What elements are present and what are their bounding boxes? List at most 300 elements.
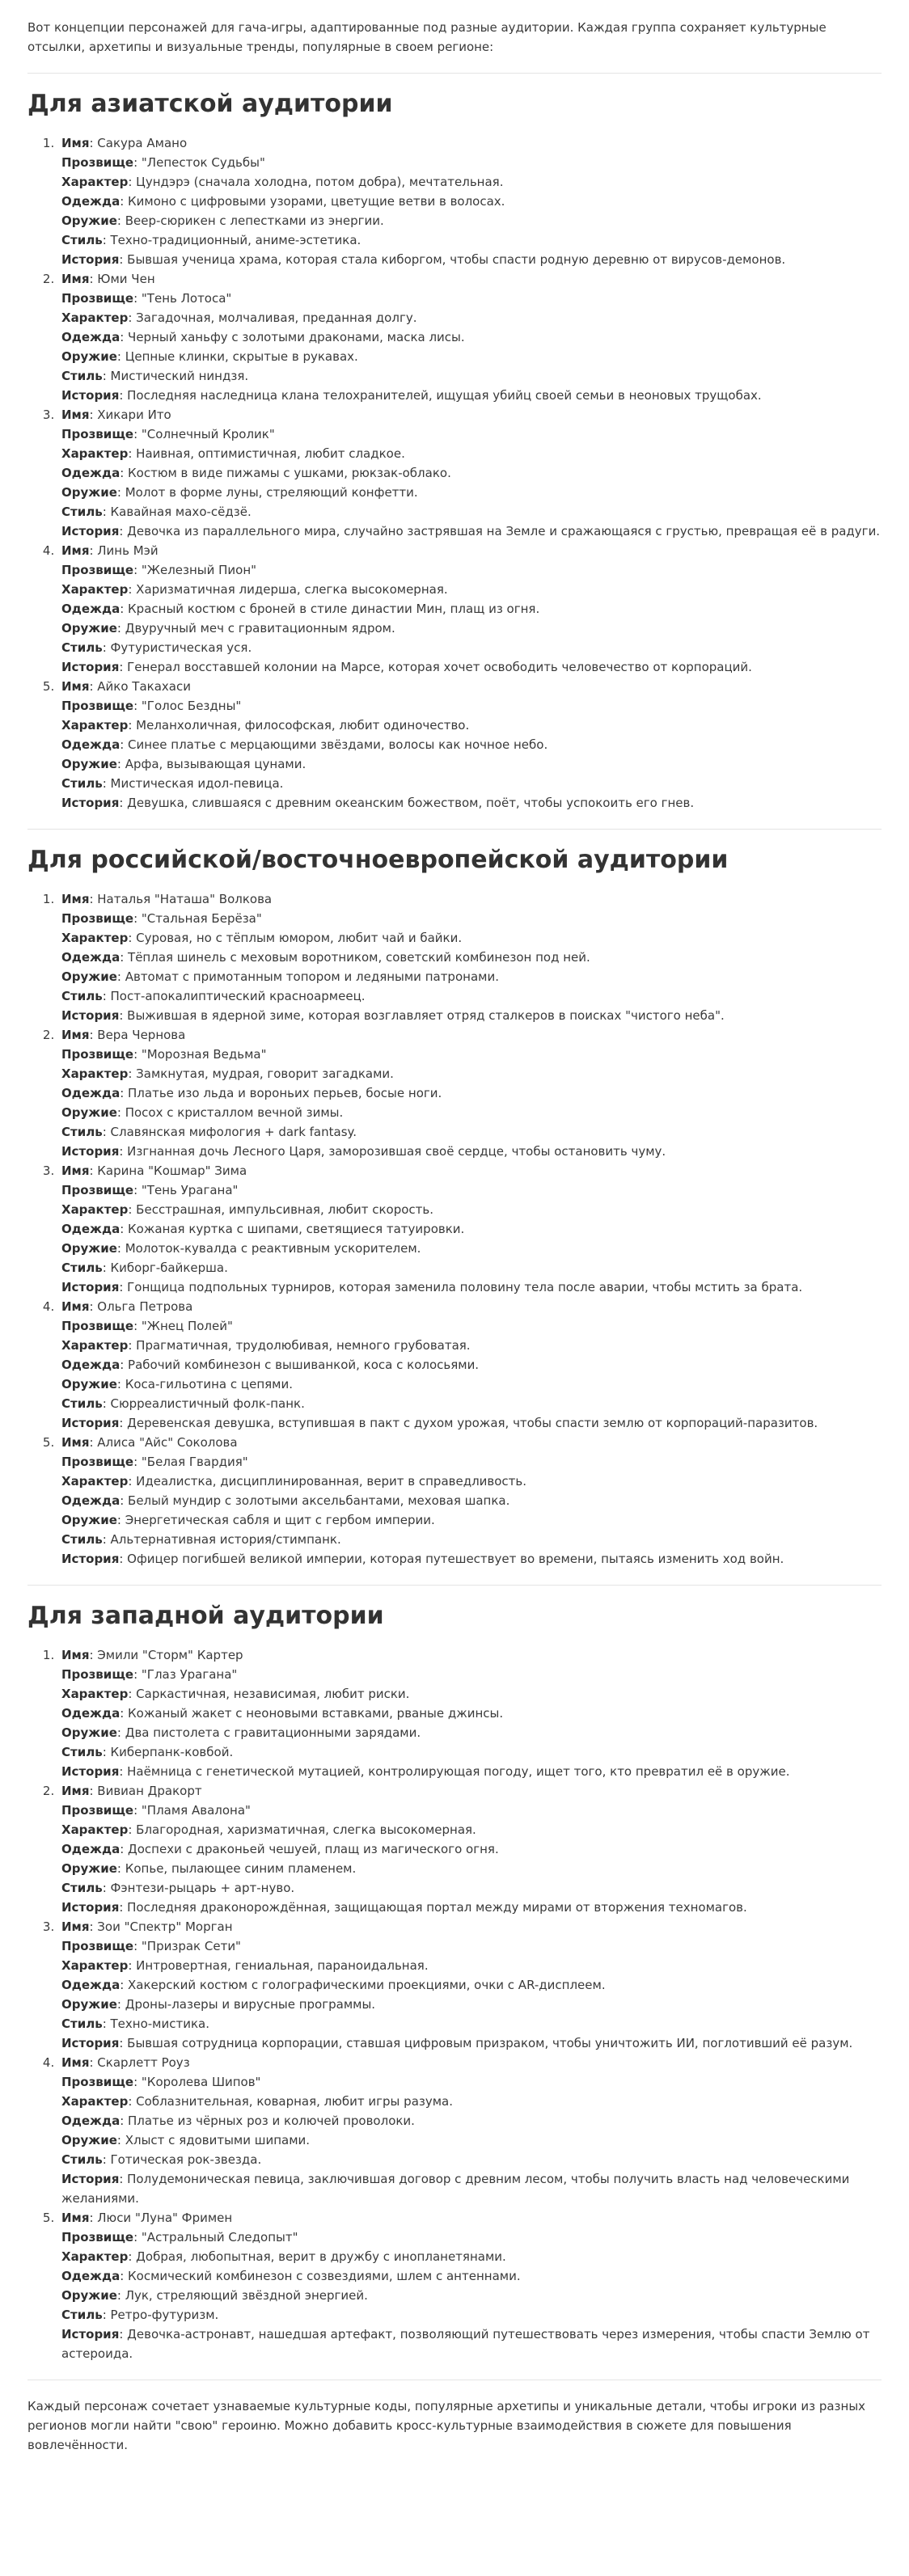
field-label: История bbox=[61, 524, 120, 538]
character-style-row bbox=[61, 986, 882, 1006]
character-story-row bbox=[61, 2033, 882, 2053]
field-value: Выжившая в ядерной зиме, которая возглавляет отряд сталкеров в поисках "чистого неба". bbox=[127, 1008, 725, 1023]
character-clothes-row bbox=[61, 1491, 882, 1510]
field-value: Фэнтези-рыцарь + арт-нуво. bbox=[110, 1881, 295, 1895]
outro-paragraph: Каждый персонаж сочетает узнаваемые культурные коды, популярные архетипы и уникальные детали, чтобы игроки из разных регионов могли найти "свою" героиню. Можно добавить кросс-культурные взаимодействия в сюжете для повышения вовлечённости. bbox=[27, 2399, 866, 2452]
field-separator: : bbox=[133, 2230, 142, 2244]
field-label: Характер bbox=[61, 310, 129, 325]
character-character-row bbox=[61, 1200, 882, 1219]
field-label: Прозвище bbox=[61, 1803, 134, 1818]
field-separator: : bbox=[128, 310, 137, 325]
divider bbox=[27, 829, 882, 830]
character-nickname-row bbox=[61, 1936, 882, 1956]
field-value: Киборг-байкерша. bbox=[110, 1261, 228, 1275]
field-value: Харизматичная лидерша, слегка высокомерная. bbox=[136, 582, 448, 597]
field-label: Стиль bbox=[61, 776, 103, 791]
field-value: Веер-сюрикен с лепестками из энергии. bbox=[125, 213, 384, 228]
character-name-row bbox=[61, 1433, 882, 1452]
field-label: Стиль bbox=[61, 640, 103, 655]
field-separator: : bbox=[119, 1552, 128, 1566]
field-label: Имя bbox=[61, 408, 90, 422]
field-separator: : bbox=[119, 660, 128, 674]
field-separator: : bbox=[133, 1183, 142, 1197]
field-label: Характер bbox=[61, 2249, 129, 2264]
field-label: Прозвище bbox=[61, 2230, 134, 2244]
field-label: Одежда bbox=[61, 1358, 120, 1372]
field-value: Генерал восставшей колонии на Марсе, которая хочет освободить человечество от корпораций. bbox=[127, 660, 752, 674]
field-label: Характер bbox=[61, 718, 129, 733]
field-label: Стиль bbox=[61, 1261, 103, 1275]
field-separator: : bbox=[102, 369, 111, 383]
character-item bbox=[58, 541, 882, 677]
field-label: История bbox=[61, 252, 120, 267]
character-story-row bbox=[61, 793, 882, 813]
character-name-row bbox=[61, 1645, 882, 1665]
field-separator: : bbox=[133, 427, 142, 441]
field-value: Синее платье с мерцающими звёздами, волосы как ночное небо. bbox=[128, 737, 548, 752]
field-separator: : bbox=[133, 1047, 142, 1062]
character-character-row bbox=[61, 2247, 882, 2266]
field-label: Прозвище bbox=[61, 1939, 134, 1953]
field-separator: : bbox=[89, 1028, 98, 1042]
field-separator: : bbox=[89, 543, 98, 558]
character-weapon-row bbox=[61, 1995, 882, 2014]
field-separator: : bbox=[102, 1532, 111, 1547]
field-value: Замкнутая, мудрая, говорит загадками. bbox=[136, 1066, 394, 1081]
field-label: Одежда bbox=[61, 194, 120, 209]
field-value: "Призрак Сети" bbox=[141, 1939, 241, 1953]
field-label: Стиль bbox=[61, 2308, 103, 2322]
character-weapon-row bbox=[61, 1375, 882, 1394]
field-value: Техно-мистика. bbox=[110, 2016, 209, 2031]
field-separator: : bbox=[116, 2133, 125, 2147]
field-label: Имя bbox=[61, 272, 90, 286]
field-value: Кимоно с цифровыми узорами, цветущие ветви в волосах. bbox=[128, 194, 505, 209]
field-separator: : bbox=[128, 1066, 137, 1081]
character-character-row bbox=[61, 308, 882, 327]
field-label: Прозвище bbox=[61, 1047, 134, 1062]
character-item bbox=[58, 405, 882, 541]
field-separator: : bbox=[116, 1997, 125, 2012]
field-separator: : bbox=[102, 233, 111, 247]
field-label: Одежда bbox=[61, 2114, 120, 2128]
field-label: Имя bbox=[61, 1648, 90, 1662]
character-clothes-row bbox=[61, 192, 882, 211]
field-value: Альтернативная история/стимпанк. bbox=[110, 1532, 341, 1547]
field-label: Стиль bbox=[61, 1881, 103, 1895]
field-label: История bbox=[61, 1144, 120, 1159]
field-value: "Астральный Следопыт" bbox=[141, 2230, 298, 2244]
field-separator: : bbox=[128, 1338, 137, 1353]
field-separator: : bbox=[133, 1319, 142, 1333]
field-separator: : bbox=[89, 1435, 98, 1450]
field-separator: : bbox=[133, 911, 142, 926]
character-weapon-row bbox=[61, 619, 882, 638]
field-value: "Лепесток Судьбы" bbox=[141, 155, 265, 170]
field-separator: : bbox=[102, 1261, 111, 1275]
field-separator: : bbox=[102, 989, 111, 1003]
field-value: Хикари Ито bbox=[97, 408, 171, 422]
character-character-row bbox=[61, 1472, 882, 1491]
field-value: Вивиан Дракорт bbox=[97, 1784, 202, 1798]
field-label: История bbox=[61, 388, 120, 403]
character-weapon-row bbox=[61, 347, 882, 366]
field-label: Стиль bbox=[61, 1125, 103, 1139]
field-separator: : bbox=[102, 2152, 111, 2167]
field-value: Вера Чернова bbox=[97, 1028, 186, 1042]
field-value: Интровертная, гениальная, параноидальная. bbox=[136, 1958, 429, 1973]
field-value: Автомат с примотанным топором и ледяными патронами. bbox=[125, 969, 499, 984]
section-title: Для российской/восточноевропейской аудитории bbox=[27, 846, 729, 874]
section-1 bbox=[27, 73, 882, 813]
field-separator: : bbox=[120, 950, 129, 965]
character-story-row bbox=[61, 657, 882, 677]
character-nickname-row bbox=[61, 1665, 882, 1684]
field-label: Оружие bbox=[61, 1513, 117, 1527]
field-label: Оружие bbox=[61, 349, 117, 364]
field-separator: : bbox=[102, 1745, 111, 1759]
field-separator: : bbox=[119, 1008, 128, 1023]
field-value: Двуручный меч с гравитационным ядром. bbox=[125, 621, 395, 636]
character-name-row bbox=[61, 677, 882, 696]
character-name-row bbox=[61, 1781, 882, 1801]
character-nickname-row bbox=[61, 2228, 882, 2247]
field-value: "Жнец Полей" bbox=[141, 1319, 233, 1333]
field-value: Пост-апокалиптический красноармеец. bbox=[110, 989, 366, 1003]
character-item bbox=[58, 133, 882, 269]
character-weapon-row bbox=[61, 754, 882, 774]
character-weapon-row bbox=[61, 1103, 882, 1122]
field-label: История bbox=[61, 2036, 120, 2050]
field-value: Идеалистка, дисциплинированная, верит в справедливость. bbox=[136, 1474, 527, 1489]
character-style-row bbox=[61, 2150, 882, 2169]
field-label: Одежда bbox=[61, 737, 120, 752]
character-weapon-row bbox=[61, 483, 882, 502]
character-story-row bbox=[61, 2169, 882, 2208]
character-weapon-row bbox=[61, 1723, 882, 1742]
field-separator: : bbox=[89, 2211, 98, 2225]
field-separator: : bbox=[119, 796, 128, 810]
field-separator: : bbox=[116, 621, 125, 636]
field-value: Молот в форме луны, стреляющий конфетти. bbox=[125, 485, 418, 500]
field-label: Прозвище bbox=[61, 911, 134, 926]
field-value: Гонщица подпольных турниров, которая заменила половину тела после аварии, чтобы мстить за брата. bbox=[127, 1280, 803, 1294]
field-label: Оружие bbox=[61, 485, 117, 500]
field-separator: : bbox=[120, 1978, 129, 1992]
field-value: Меланхоличная, философская, любит одиночество. bbox=[136, 718, 470, 733]
field-value: Наёмница с генетической мутацией, контролирующая погоду, ищет того, кто превратил её в оружие. bbox=[127, 1764, 790, 1779]
field-label: Прозвище bbox=[61, 291, 134, 306]
character-name-row bbox=[61, 2053, 882, 2072]
character-style-row bbox=[61, 774, 882, 793]
field-value: Добрая, любопытная, верит в дружбу с инопланетянами. bbox=[136, 2249, 506, 2264]
field-separator: : bbox=[116, 969, 125, 984]
character-character-row bbox=[61, 1064, 882, 1083]
field-value: Футуристическая уся. bbox=[110, 640, 252, 655]
field-separator: : bbox=[119, 2036, 128, 2050]
field-label: Стиль bbox=[61, 1396, 103, 1411]
field-separator: : bbox=[133, 563, 142, 577]
field-separator: : bbox=[120, 1086, 129, 1100]
field-value: Костюм в виде пижамы с ушками, рюкзак-облако. bbox=[128, 466, 451, 480]
field-value: Хлыст с ядовитыми шипами. bbox=[125, 2133, 311, 2147]
field-separator: : bbox=[89, 1163, 98, 1178]
field-value: Техно-традиционный, аниме-эстетика. bbox=[110, 233, 361, 247]
field-separator: : bbox=[116, 349, 125, 364]
field-label: Оружие bbox=[61, 621, 117, 636]
section-2 bbox=[27, 829, 882, 1569]
field-separator: : bbox=[133, 291, 142, 306]
field-label: Одежда bbox=[61, 1086, 120, 1100]
field-separator: : bbox=[133, 1803, 142, 1818]
field-label: Прозвище bbox=[61, 1319, 134, 1333]
character-clothes-row bbox=[61, 1355, 882, 1375]
field-separator: : bbox=[120, 602, 129, 616]
field-value: Наталья "Наташа" Волкова bbox=[97, 892, 273, 906]
character-story-row bbox=[61, 522, 882, 541]
field-label: Стиль bbox=[61, 505, 103, 519]
field-label: Прозвище bbox=[61, 1455, 134, 1469]
character-story-row bbox=[61, 1898, 882, 1917]
field-label: Оружие bbox=[61, 2133, 117, 2147]
field-label: Прозвище bbox=[61, 1667, 134, 1682]
character-weapon-row bbox=[61, 967, 882, 986]
field-value: "Белая Гвардия" bbox=[141, 1455, 248, 1469]
field-separator: : bbox=[116, 1513, 125, 1527]
character-nickname-row bbox=[61, 1316, 882, 1336]
character-character-row bbox=[61, 1820, 882, 1839]
field-separator: : bbox=[89, 1919, 98, 1934]
field-value: Рабочий комбинезон с вышиванкой, коса с колосьями. bbox=[128, 1358, 480, 1372]
divider bbox=[27, 73, 882, 74]
field-value: Полудемоническая певица, заключившая договор с древним лесом, чтобы получить власть над человеческими желаниями. bbox=[61, 2172, 850, 2206]
section-title: Для западной аудитории bbox=[27, 1602, 384, 1630]
field-label: Одежда bbox=[61, 466, 120, 480]
character-nickname-row bbox=[61, 2072, 882, 2092]
field-value: Доспехи с драконьей чешуей, плащ из магического огня. bbox=[128, 1842, 499, 1856]
field-label: Одежда bbox=[61, 602, 120, 616]
field-separator: : bbox=[116, 485, 125, 500]
field-label: Оружие bbox=[61, 1241, 117, 1256]
character-style-row bbox=[61, 2305, 882, 2325]
field-separator: : bbox=[128, 1474, 137, 1489]
field-separator: : bbox=[89, 408, 98, 422]
field-label: Прозвище bbox=[61, 699, 134, 713]
character-weapon-row bbox=[61, 2286, 882, 2305]
field-label: Характер bbox=[61, 1474, 129, 1489]
character-weapon-row bbox=[61, 2130, 882, 2150]
field-label: Характер bbox=[61, 2094, 129, 2109]
field-label: Одежда bbox=[61, 1222, 120, 1236]
field-value: Платье из чёрных роз и колючей проволоки. bbox=[128, 2114, 415, 2128]
character-item bbox=[58, 1025, 882, 1161]
section-3 bbox=[27, 1585, 882, 2363]
field-label: Характер bbox=[61, 1338, 129, 1353]
field-separator: : bbox=[119, 388, 128, 403]
character-nickname-row bbox=[61, 289, 882, 308]
character-item bbox=[58, 1781, 882, 1917]
field-label: Имя bbox=[61, 1435, 90, 1450]
field-label: Одежда bbox=[61, 1493, 120, 1508]
character-character-row bbox=[61, 716, 882, 735]
field-label: Стиль bbox=[61, 1745, 103, 1759]
character-item bbox=[58, 2053, 882, 2208]
field-label: История bbox=[61, 660, 120, 674]
field-label: Оружие bbox=[61, 969, 117, 984]
character-clothes-row bbox=[61, 2266, 882, 2286]
field-label: Характер bbox=[61, 931, 129, 945]
field-label: Характер bbox=[61, 1066, 129, 1081]
field-separator: : bbox=[128, 175, 137, 189]
character-name-row bbox=[61, 1917, 882, 1936]
field-label: Имя bbox=[61, 2055, 90, 2070]
field-label: Имя bbox=[61, 1028, 90, 1042]
field-value: "Тень Лотоса" bbox=[141, 291, 232, 306]
field-label: Прозвище bbox=[61, 2075, 134, 2089]
field-label: Характер bbox=[61, 582, 129, 597]
field-label: Имя bbox=[61, 1919, 90, 1934]
character-clothes-row bbox=[61, 463, 882, 483]
field-separator: : bbox=[89, 2055, 98, 2070]
field-separator: : bbox=[120, 330, 129, 344]
field-label: Характер bbox=[61, 1958, 129, 1973]
field-label: История bbox=[61, 1552, 120, 1566]
field-label: История bbox=[61, 1900, 120, 1915]
character-story-row bbox=[61, 386, 882, 405]
field-value: Посох с кристаллом вечной зимы. bbox=[125, 1105, 344, 1120]
field-value: Карина "Кошмар" Зима bbox=[97, 1163, 247, 1178]
character-story-row bbox=[61, 1762, 882, 1781]
field-value: "Железный Пион" bbox=[141, 563, 257, 577]
field-label: Имя bbox=[61, 1299, 90, 1314]
field-separator: : bbox=[119, 1900, 128, 1915]
character-name-row bbox=[61, 133, 882, 153]
field-separator: : bbox=[89, 136, 98, 150]
field-value: Белый мундир с золотыми аксельбантами, меховая шапка. bbox=[128, 1493, 510, 1508]
field-value: Молоток-кувалда с реактивным ускорителем. bbox=[125, 1241, 421, 1256]
character-story-row bbox=[61, 1549, 882, 1569]
character-style-row bbox=[61, 1878, 882, 1898]
character-weapon-row bbox=[61, 1510, 882, 1530]
field-value: Цепные клинки, скрытые в рукавах. bbox=[125, 349, 358, 364]
character-clothes-row bbox=[61, 599, 882, 619]
field-value: Суровая, но с тёплым юмором, любит чай и байки. bbox=[136, 931, 463, 945]
field-value: Загадочная, молчаливая, преданная долгу. bbox=[136, 310, 417, 325]
field-separator: : bbox=[116, 2288, 125, 2303]
field-separator: : bbox=[128, 1822, 137, 1837]
field-label: История bbox=[61, 1008, 120, 1023]
character-style-row bbox=[61, 2014, 882, 2033]
field-value: Ольга Петрова bbox=[97, 1299, 193, 1314]
character-story-row bbox=[61, 1277, 882, 1297]
field-value: Кожаный жакет с неоновыми вставками, рваные джинсы. bbox=[128, 1706, 504, 1721]
field-value: Тёплая шинель с меховым воротником, советский комбинезон под ней. bbox=[128, 950, 590, 965]
field-value: "Солнечный Кролик" bbox=[141, 427, 275, 441]
character-character-row bbox=[61, 1956, 882, 1975]
character-name-row bbox=[61, 541, 882, 560]
field-value: "Тень Урагана" bbox=[141, 1183, 239, 1197]
field-label: Одежда bbox=[61, 2269, 120, 2283]
field-separator: : bbox=[102, 2308, 111, 2322]
character-name-row bbox=[61, 1161, 882, 1180]
field-separator: : bbox=[89, 1299, 98, 1314]
character-clothes-row bbox=[61, 2111, 882, 2130]
field-separator: : bbox=[116, 757, 125, 771]
character-name-row bbox=[61, 889, 882, 909]
field-label: Имя bbox=[61, 892, 90, 906]
character-name-row bbox=[61, 405, 882, 424]
character-character-row bbox=[61, 928, 882, 948]
field-separator: : bbox=[102, 505, 111, 519]
field-label: Оружие bbox=[61, 1725, 117, 1740]
field-value: Айко Такахаси bbox=[97, 679, 191, 694]
divider bbox=[27, 1585, 882, 1586]
field-separator: : bbox=[128, 2249, 137, 2264]
field-separator: : bbox=[119, 2172, 128, 2186]
field-separator: : bbox=[128, 1687, 137, 1701]
field-separator: : bbox=[128, 1202, 137, 1217]
field-separator: : bbox=[116, 213, 125, 228]
field-value: Кожаная куртка с шипами, светящиеся татуировки. bbox=[128, 1222, 465, 1236]
character-item bbox=[58, 2208, 882, 2363]
field-separator: : bbox=[116, 1105, 125, 1120]
field-value: Коса-гильотина с цепями. bbox=[125, 1377, 294, 1391]
character-item bbox=[58, 1917, 882, 2053]
field-separator: : bbox=[133, 2075, 142, 2089]
field-separator: : bbox=[133, 1939, 142, 1953]
field-separator: : bbox=[133, 1455, 142, 1469]
field-label: История bbox=[61, 2172, 120, 2186]
field-label: Характер bbox=[61, 446, 129, 461]
character-item bbox=[58, 1433, 882, 1569]
character-clothes-row bbox=[61, 1704, 882, 1723]
field-label: История bbox=[61, 2327, 120, 2342]
character-weapon-row bbox=[61, 1859, 882, 1878]
field-separator: : bbox=[89, 892, 98, 906]
field-value: "Пламя Авалона" bbox=[141, 1803, 251, 1818]
field-label: Оружие bbox=[61, 1997, 117, 2012]
field-value: Девушка, слившаяся с древним океанским божеством, поёт, чтобы успокоить его гнев. bbox=[127, 796, 695, 810]
field-value: Наивная, оптимистичная, любит сладкое. bbox=[136, 446, 405, 461]
field-value: Киберпанк-ковбой. bbox=[110, 1745, 234, 1759]
field-label: Имя bbox=[61, 543, 90, 558]
field-value: Юми Чен bbox=[97, 272, 155, 286]
field-label: Оружие bbox=[61, 213, 117, 228]
character-nickname-row bbox=[61, 153, 882, 172]
field-value: Бывшая ученица храма, которая стала киборгом, чтобы спасти родную деревню от вирусов-демонов. bbox=[127, 252, 786, 267]
character-nickname-row bbox=[61, 1180, 882, 1200]
field-label: Прозвище bbox=[61, 1183, 134, 1197]
section-title: Для азиатской аудитории bbox=[27, 90, 393, 118]
field-label: Оружие bbox=[61, 1377, 117, 1391]
field-value: Изгнанная дочь Лесного Царя, заморозившая своё сердце, чтобы остановить чуму. bbox=[127, 1144, 666, 1159]
field-separator: : bbox=[102, 1396, 111, 1411]
field-value: Зои "Спектр" Морган bbox=[97, 1919, 233, 1934]
field-value: Девочка из параллельного мира, случайно застрявшая на Земле и сражающаяся с грустью, превращая её в радуги. bbox=[127, 524, 881, 538]
character-character-row bbox=[61, 444, 882, 463]
field-separator: : bbox=[128, 1958, 137, 1973]
field-separator: : bbox=[102, 640, 111, 655]
character-character-row bbox=[61, 1336, 882, 1355]
character-list bbox=[27, 133, 882, 813]
field-label: Одежда bbox=[61, 1842, 120, 1856]
character-style-row bbox=[61, 1530, 882, 1549]
field-separator: : bbox=[120, 1222, 129, 1236]
field-value: Готическая рок-звезда. bbox=[110, 2152, 262, 2167]
field-separator: : bbox=[128, 718, 137, 733]
field-value: Кавайная махо-сёдзё. bbox=[110, 505, 252, 519]
field-value: Последняя наследница клана телохранителей, ищущая убийц своей семьи в неоновых трущобах. bbox=[127, 388, 762, 403]
